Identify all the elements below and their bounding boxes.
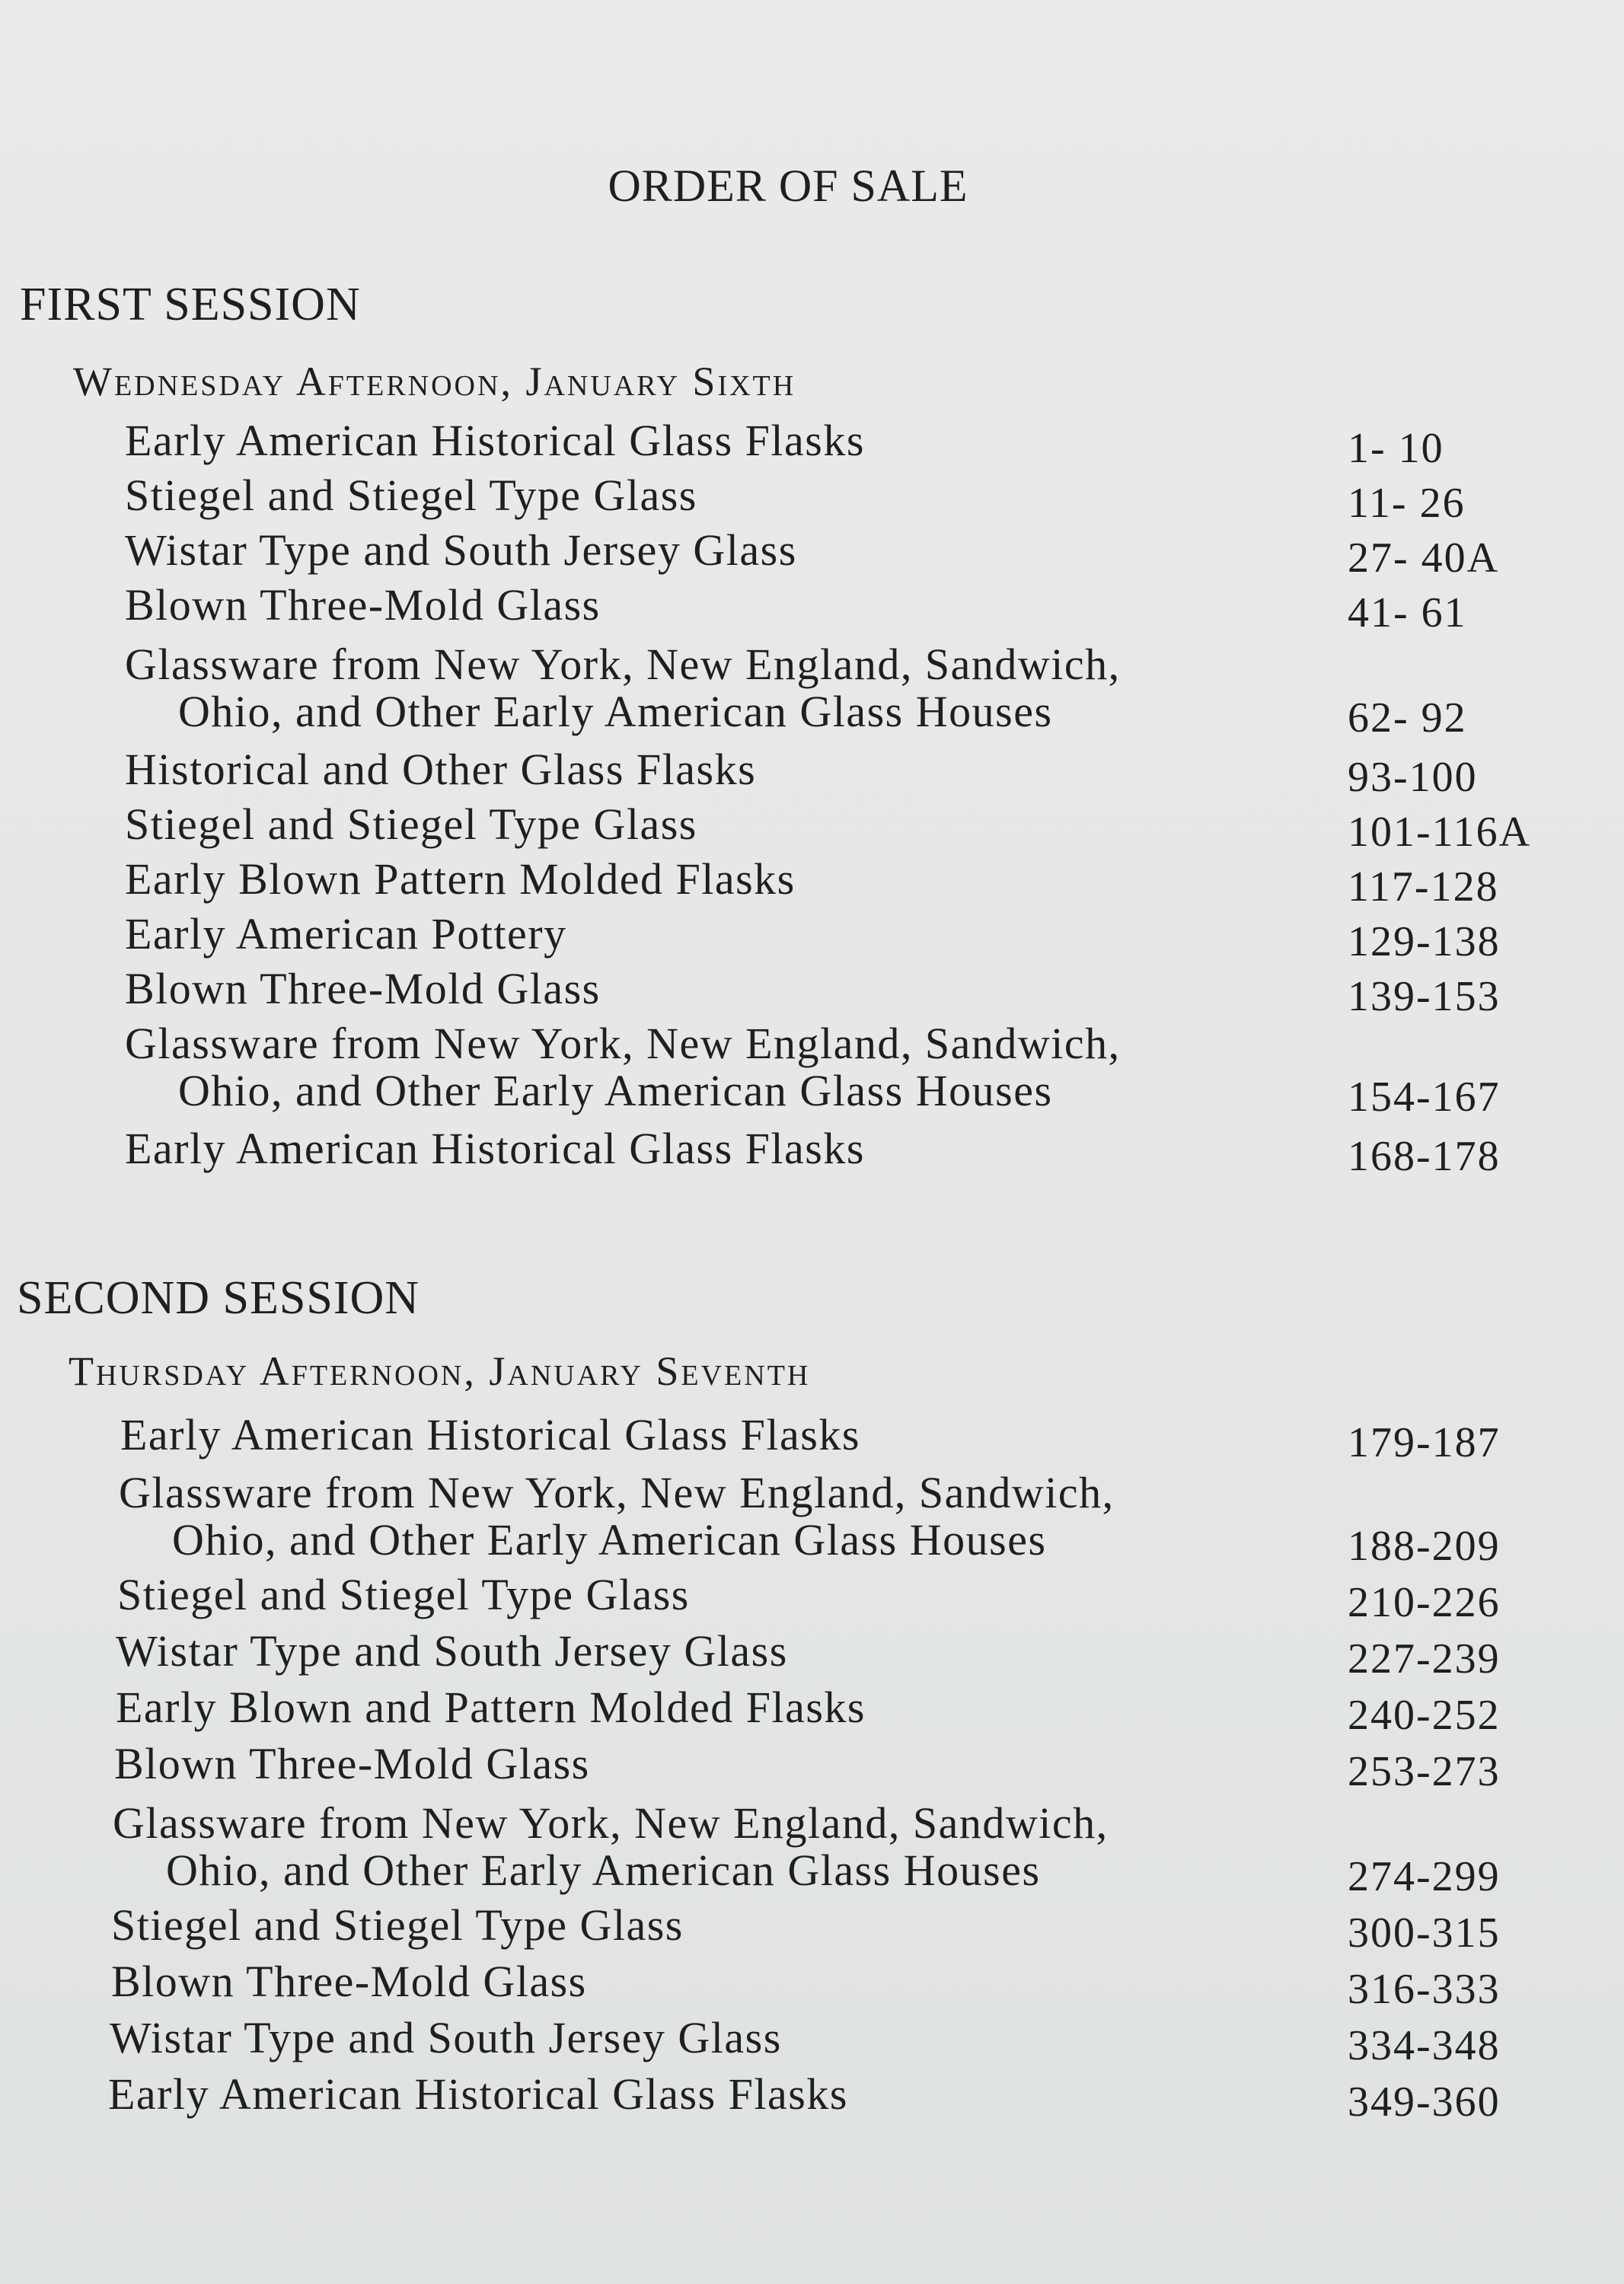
lot-range: 253-273 [1348, 1748, 1501, 1795]
item-label: Blown Three-Mold Glass [114, 1739, 590, 1788]
lot-range: 188-209 [1348, 1523, 1501, 1570]
item-label: Glassware from New York, New England, Sandwich, Ohio, and Other Early American Glass Houses [113, 1798, 1109, 1895]
list-item [0, 1958, 1624, 2013]
session-heading: SECOND SESSION [17, 1272, 420, 1324]
lot-range: 27- 40A [1348, 534, 1500, 582]
lot-range: 349-360 [1348, 2078, 1501, 2126]
list-item [0, 1800, 1624, 1900]
lot-range: 1- 10 [1348, 425, 1444, 472]
list-item [0, 641, 1624, 742]
item-label: Blown Three-Mold Glass [125, 580, 601, 630]
list-item [0, 1902, 1624, 1957]
item-label: Early American Historical Glass Flasks [108, 2069, 848, 2119]
lot-range: 334-348 [1348, 2022, 1501, 2069]
session-date: Thursday Afternoon, January Seventh [69, 1348, 811, 1394]
list-item [0, 527, 1624, 582]
item-label: Glassware from New York, New England, Sandwich, Ohio, and Other Early American Glass Houses [119, 1468, 1115, 1565]
list-item [0, 1740, 1624, 1795]
item-label: Wistar Type and South Jersey Glass [125, 525, 797, 575]
item-label: Stiegel and Stiegel Type Glass [117, 1570, 690, 1619]
list-item [0, 582, 1624, 636]
list-item [0, 1020, 1624, 1121]
lot-range: 62- 92 [1348, 694, 1467, 742]
lot-range: 316-333 [1348, 1966, 1501, 2013]
lot-range: 129-138 [1348, 918, 1501, 965]
list-item [0, 2014, 1624, 2069]
list-item [0, 801, 1624, 856]
list-item [0, 1571, 1624, 1626]
item-label: Glassware from New York, New England, Sandwich, Ohio, and Other Early American Glass Houses [125, 640, 1121, 736]
lot-range: 227-239 [1348, 1635, 1501, 1683]
item-label: Wistar Type and South Jersey Glass [116, 1626, 788, 1676]
item-label: Stiegel and Stiegel Type Glass [111, 1900, 684, 1950]
item-label: Wistar Type and South Jersey Glass [110, 2013, 782, 2062]
item-label: Stiegel and Stiegel Type Glass [125, 799, 697, 849]
item-label: Blown Three-Mold Glass [111, 1957, 587, 2006]
lot-range: 101-116A [1348, 809, 1532, 856]
list-item [0, 1125, 1624, 1180]
list-item [0, 965, 1624, 1020]
list-item [0, 1412, 1624, 1466]
list-item [0, 746, 1624, 801]
session-heading: FIRST SESSION [20, 279, 361, 330]
lot-range: 139-153 [1348, 973, 1501, 1020]
item-label: Early American Historical Glass Flasks [125, 416, 865, 465]
item-label: Historical and Other Glass Flasks [125, 745, 757, 794]
lot-range: 300-315 [1348, 1909, 1501, 1957]
lot-range: 210-226 [1348, 1579, 1501, 1626]
lot-range: 240-252 [1348, 1692, 1501, 1739]
list-item [0, 472, 1624, 527]
list-item [0, 911, 1624, 965]
lot-range: 117-128 [1348, 863, 1499, 911]
item-label: Early Blown and Pattern Molded Flasks [116, 1683, 866, 1732]
lot-range: 168-178 [1348, 1133, 1501, 1180]
list-item [0, 1469, 1624, 1570]
list-item [0, 856, 1624, 911]
item-label: Glassware from New York, New England, Sandwich, Ohio, and Other Early American Glass Houses [125, 1019, 1121, 1115]
lot-range: 274-299 [1348, 1853, 1501, 1900]
lot-range: 154-167 [1348, 1073, 1501, 1121]
lot-range: 11- 26 [1348, 480, 1466, 527]
page-title: ORDER OF SALE [608, 161, 968, 211]
item-label: Early Blown Pattern Molded Flasks [125, 854, 796, 904]
item-label: Early American Historical Glass Flasks [120, 1410, 860, 1459]
list-item [0, 2071, 1624, 2126]
lot-range: 41- 61 [1348, 589, 1467, 636]
item-label: Early American Pottery [125, 909, 567, 959]
item-label: Stiegel and Stiegel Type Glass [125, 471, 697, 520]
item-label: Blown Three-Mold Glass [125, 964, 601, 1013]
session-date: Wednesday Afternoon, January Sixth [73, 359, 796, 404]
item-label: Early American Historical Glass Flasks [125, 1124, 865, 1173]
list-item [0, 1628, 1624, 1683]
lot-range: 179-187 [1348, 1419, 1501, 1466]
list-item [0, 417, 1624, 472]
list-item [0, 1684, 1624, 1739]
lot-range: 93-100 [1348, 754, 1478, 801]
